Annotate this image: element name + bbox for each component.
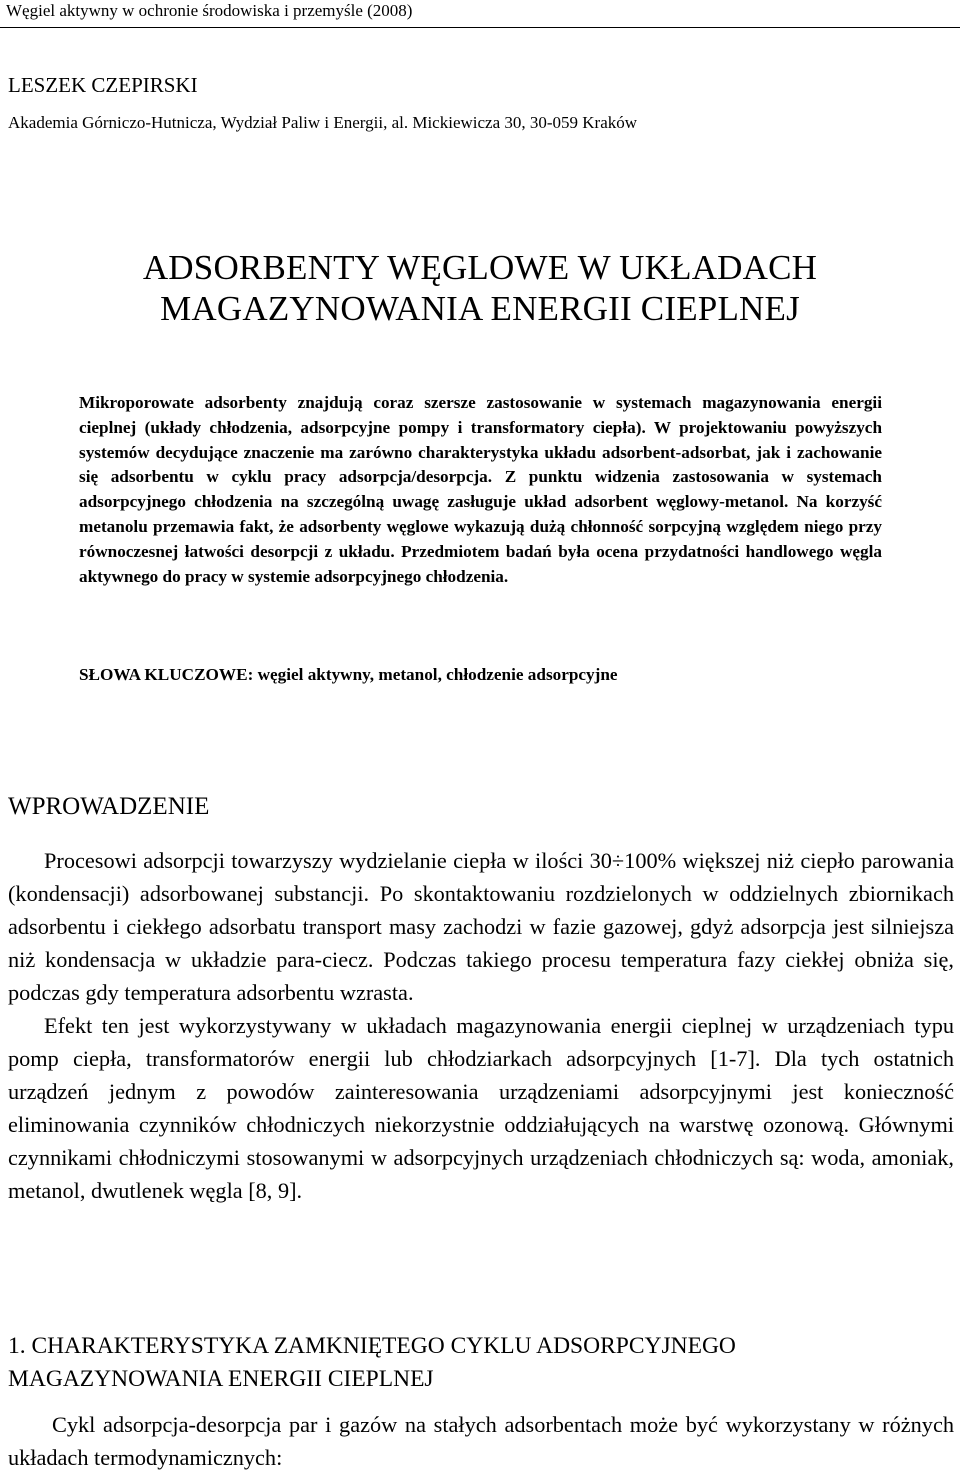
introduction-paragraph-1: Procesowi adsorpcji towarzyszy wydzielanie ciepła w ilości 30÷100% większej niż ciepło parowania (kondensacji) adsorbowanej substancji. Po skontaktowaniu rozdzielonych w oddzielnych zbiornikach adsorbentu i ciekłego adsorbatu transport masy zachodzi w fazie gazowej, gdyż adsorpcja jest silniejsza niż kondensacja w układzie para-ciecz. Podczas takiego procesu temperatura fazy ciekłej obniża się, podczas gdy temperatura adsorbentu wzrasta. <box>8 848 954 1005</box>
author-affiliation: Akademia Górniczo-Hutnicza, Wydział Paliw i Energii, al. Mickiewicza 30, 30-059 Kraków <box>8 113 638 132</box>
abstract: Mikroporowate adsorbenty znajdują coraz szersze zastosowanie w systemach magazynowania energii cieplnej (układy chłodzenia, adsorpcyjne pompy i transformatory ciepła). W projektowaniu powyższych systemów decydujące znaczenie ma zarówno charakterystyka układu adsorbent-adsorbat, jak i zachowanie się adsorbentu w cyklu pracy adsorpcja/desorpcja. Z punktu widzenia zastosowania w systemach adsorpcyjnego chłodzenia na szczególną uwagę zasługuje układ adsorbent węglowy-metanol. Na korzyść metanolu przemawia fakt, że adsorbenty węglowe wykazują dużą chłonność sorpcyjną względem niego przy równoczesnej łatwości desorpcji z układu. Przedmiotem badań była ocena przydatności handlowego węgla aktywnego do pracy w systemie adsorpcyjnego chłodzenia. <box>79 393 882 586</box>
introduction-body <box>8 844 954 1207</box>
keywords: SŁOWA KLUCZOWE: węgiel aktywny, metanol, chłodzenie adsorpcyjne <box>79 665 618 684</box>
section-1-body <box>8 1408 954 1474</box>
running-header: Węgiel aktywny w ochronie środowiska i przemyśle (2008) <box>6 1 413 20</box>
header-rule <box>0 27 960 28</box>
section-1-paragraph: Cykl adsorpcja-desorpcja par i gazów na stałych adsorbentach może być wykorzystany w różnych układach termodynamicznych: <box>8 1412 954 1470</box>
author-name: LESZEK CZEPIRSKI <box>8 73 198 97</box>
introduction-heading: WPROWADZENIE <box>8 793 210 820</box>
paper-title <box>0 247 960 329</box>
section-1-heading: 1. CHARAKTERYSTYKA ZAMKNIĘTEGO CYKLU ADSORPCYJNEGO MAGAZYNOWANIA ENERGII CIEPLNEJ <box>8 1333 736 1392</box>
paper-title-line-1: ADSORBENTY WĘGLOWE W UKŁADACH <box>142 248 818 287</box>
introduction-paragraph-2: Efekt ten jest wykorzystywany w układach magazynowania energii cieplnej w urządzeniach typu pomp ciepła, transformatorów energii lub chłodziarkach adsorpcyjnych [1-7]. Dla tych ostatnich urządzeń jednym z powodów zainteresowania urządzeniami adsorpcyjnymi jest konieczność eliminowania czynników chłodniczych niekorzystnie oddziałujących na warstwę ozonową. Głównymi czynnikami chłodniczymi stosowanymi w adsorpcyjnych urządzeniach chłodniczych są: woda, amoniak, metanol, dwutlenek węgla [8, 9]. <box>8 1013 954 1203</box>
paper-title-line-2: MAGAZYNOWANIA ENERGII CIEPLNEJ <box>160 289 800 328</box>
